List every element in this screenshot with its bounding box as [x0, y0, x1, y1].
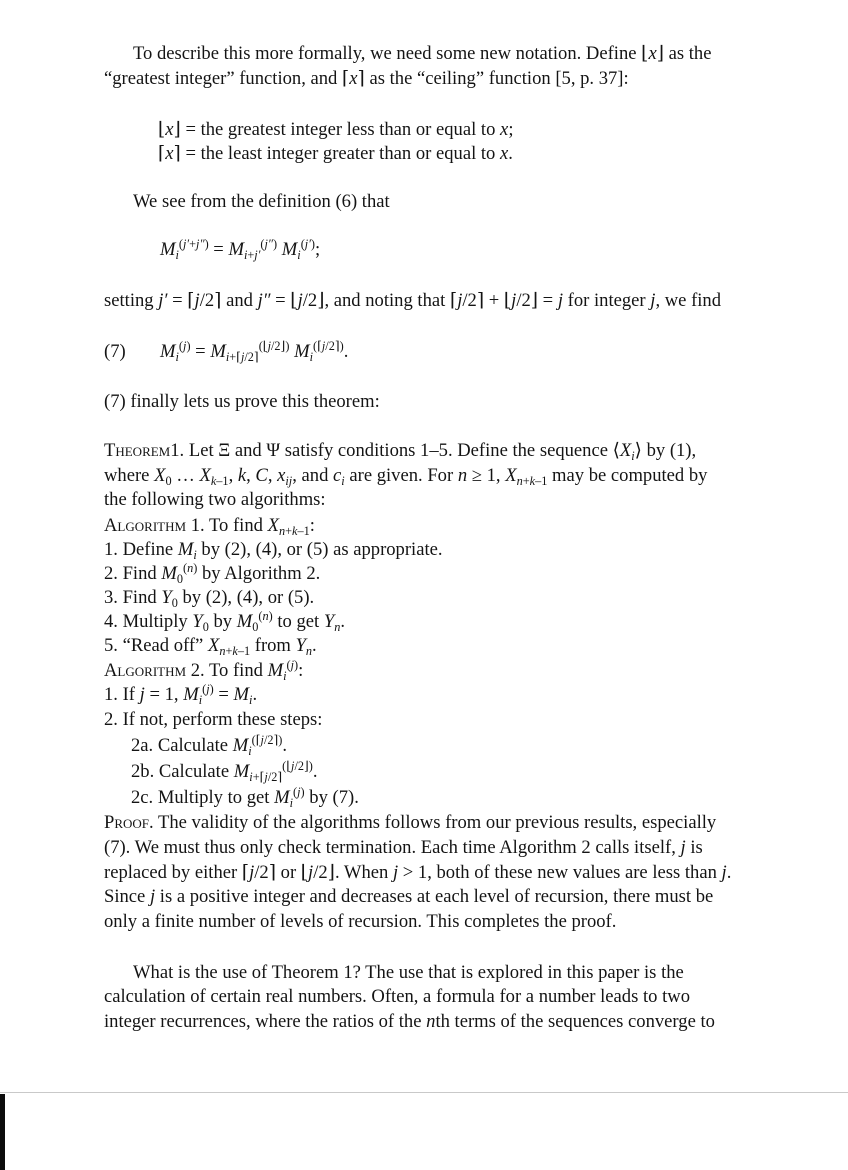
algorithm-2-step-2a: 2a. Calculate $M_i^{(⌈j/2⌉)}$. [131, 733, 288, 758]
equation-setting-line: setting j′ = ⌈j/2⌉ and j″ = ⌊j/2⌋, and noting that ⌈j/2⌉ + ⌊j/2⌋ = j for integer j, we find [104, 290, 722, 311]
para-use-line-2: calculation of certain real numbers. Often, a formula for a number leads to two [104, 986, 690, 1007]
algorithm-2-step-2b: 2b. Calculate $M_{i+⌈j/2⌉}^{(⌊j/2⌋)}$. [131, 759, 318, 784]
theorem-line-1: Theorem1. Let Ξ and Ψ satisfy conditions 1–5. Define the sequence $⟨X_i⟩$ by (1), [104, 440, 697, 463]
proof-line-3: replaced by either ⌈j/2⌉ or ⌊j/2⌋. When j > 1, both of these new values are less than j. [104, 862, 732, 883]
algorithm-1-step-2: 2. Find $M_0^{(n)}$ by Algorithm 2. [104, 561, 321, 586]
algorithm-2-step-1: 1. If j = 1, $M_i^{(j)} = M_i$. [104, 682, 258, 707]
definition-ceiling: ⌈x⌉ = the least integer greater than or equal to x. [158, 143, 513, 164]
equation-seven-label: (7) [104, 341, 126, 362]
theorem-line-2: where $X_0$ … $X_{k-1}$, k, C, $x_{ij}$, and $c_i$ are given. For n ≥ 1, $X_{n+k-1}$ may be computed by [104, 465, 708, 488]
proof-line-5: only a finite number of levels of recursion. This completes the proof. [104, 911, 617, 932]
floor-x-symbol: ⌊x⌋ [641, 43, 664, 64]
theorem-line-3: the following two algorithms: [104, 489, 326, 510]
algorithm-1-step-5: 5. “Read off” $X_{n+k-1}$ from $Y_n$. [104, 635, 317, 658]
equation-seven: $M_i^{(j)} = M_{i+⌈j/2⌉}^{(⌊j/2⌋)}$ $M_i^{(⌈j/2⌉)}$. [160, 339, 349, 364]
proof-line-4: Since j is a positive integer and decreases at each level of recursion, there must be [104, 886, 714, 907]
algorithm-2-step-2: 2. If not, perform these steps: [104, 709, 323, 730]
scan-binding-shadow [0, 1094, 5, 1170]
para-use-line-1: What is the use of Theorem 1? The use that is explored in this paper is the [133, 962, 684, 983]
algorithm-2-title: Algorithm 2. To find $M_i^{(j)}$: [104, 658, 304, 683]
para-notation-line-2: “greatest integer” function, and ⌈x⌉ as the “ceiling” function [5, p. 37]: [104, 68, 629, 89]
scan-edge-line [0, 1092, 848, 1093]
para-prove-theorem: (7) finally lets us prove this theorem: [104, 391, 380, 412]
proof-line-1: Proof. The validity of the algorithms follows from our previous results, especially [104, 812, 717, 833]
equation-product: $M_i^{(j'+j'')} = M_{i+j'}^{(j'')}$ $M_i^{(j')}$; [160, 237, 321, 262]
algorithm-1-step-1: 1. Define $M_i$ by (2), (4), or (5) as appropriate. [104, 539, 443, 562]
para-use-line-3: integer recurrences, where the ratios of the nth terms of the sequences converge to [104, 1011, 715, 1032]
algorithm-1-step-4: 4. Multiply $Y_0$ by $M_0^{(n)}$ to get $Y_n$. [104, 609, 345, 634]
algorithm-2-step-2c: 2c. Multiply to get $M_i^{(j)}$ by (7). [131, 785, 359, 810]
para-definition-six: We see from the definition (6) that [133, 191, 390, 212]
definition-floor: ⌊x⌋ = the greatest integer less than or equal to x; [158, 119, 514, 140]
algorithm-1-step-3: 3. Find $Y_0$ by (2), (4), or (5). [104, 587, 315, 610]
para-notation-line-1: To describe this more formally, we need some new notation. Define ⌊x⌋ as the [133, 43, 712, 64]
proof-line-2: (7). We must thus only check termination. Each time Algorithm 2 calls itself, j is [104, 837, 703, 858]
algorithm-1-title: Algorithm 1. To find $X_{n+k-1}$: [104, 515, 315, 538]
ceil-x-symbol: ⌈x⌉ [342, 68, 365, 89]
